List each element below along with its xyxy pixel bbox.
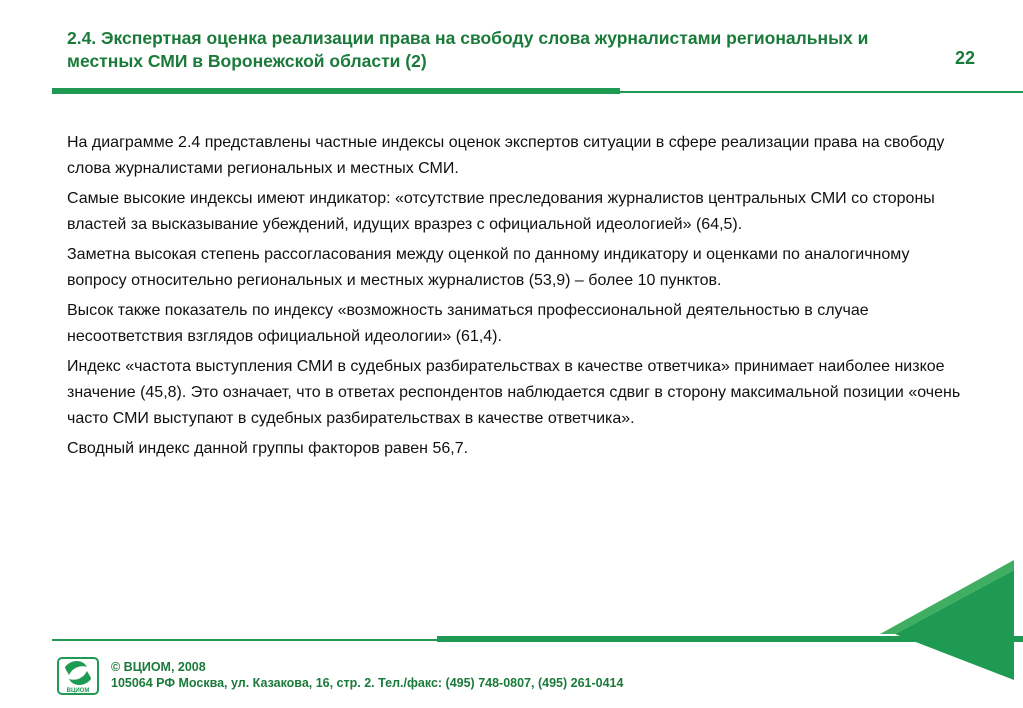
copyright: © ВЦИОМ, 2008 bbox=[111, 660, 206, 674]
paragraph-6: Сводный индекс данной группы факторов равен 56,7. bbox=[67, 440, 469, 457]
paragraph-1: На диаграмме 2.4 представлены частные индексы оценок экспертов ситуации в сфере реализации права на свободу слова журналистами региональных и местных СМИ. bbox=[67, 134, 945, 177]
body-text bbox=[67, 130, 967, 466]
paragraph-5: Индекс «частота выступления СМИ в судебных разбирательствах в качестве ответчика» принимает наиболее низкое значение (45,8). Это означает, что в ответах респондентов наблюдается сдвиг в сторону максимальной позиции «очень часто СМИ выступают в судебных разбирательствах в качестве ответчика». bbox=[67, 358, 961, 427]
paragraph-2: Самые высокие индексы имеют индикатор: «отсутствие преследования журналистов центральных СМИ со стороны властей за высказывание убеждений, идущих вразрез с официальной идеологией» (64,5). bbox=[67, 190, 935, 233]
footer-rule-thin bbox=[52, 639, 437, 641]
slide-title: 2.4. Экспертная оценка реализации права на свободу слова журналистами региональных и местных СМИ в Воронежской области (2) bbox=[67, 28, 869, 71]
page-number: 22 bbox=[955, 48, 976, 68]
footer-rule-thick bbox=[437, 636, 1023, 642]
svg-text:ВЦИОМ: ВЦИОМ bbox=[66, 688, 90, 694]
header-rule-thin bbox=[620, 91, 1023, 93]
address: 105064 РФ Москва, ул. Казакова, 16, стр. 2. Тел./факс: (495) 748-0807, (495) 261-0414 bbox=[111, 676, 624, 690]
paragraph-4: Высок также показатель по индексу «возможность заниматься профессиональной деятельностью в случае несоответствия взглядов официальной идеологии» (61,4). bbox=[67, 302, 869, 345]
corner-decoration bbox=[880, 560, 1023, 708]
vciom-logo-icon bbox=[57, 657, 99, 695]
paragraph-3: Заметна высокая степень рассогласования между оценкой по данному индикатору и оценками по аналогичному вопросу относительно региональных и местных журналистов (53,9) – более 10 пунктов. bbox=[67, 246, 910, 289]
footer bbox=[111, 659, 623, 691]
header-rule-thick bbox=[52, 88, 620, 94]
